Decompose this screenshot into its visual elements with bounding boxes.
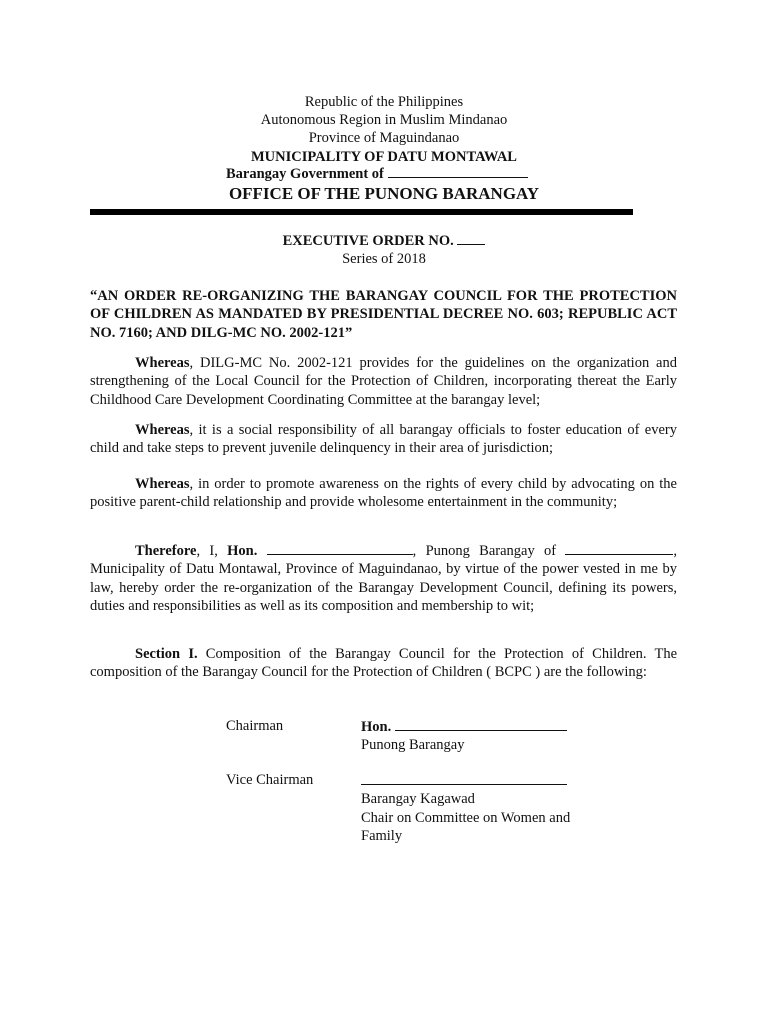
punong-barangay-name-blank (267, 553, 413, 555)
header-republic: Republic of the Philippines (304, 94, 464, 110)
order-title: “AN ORDER RE-ORGANIZING THE BARANGAY COUNCIL FOR THE PROTECTION OF CHILDREN AS MANDATED BY PRESIDENTIAL DECREE NO. 603; REPUBLIC ACT NO. 7160; AND DILG-MC NO. 2002-121” (90, 288, 677, 341)
order-number-blank (457, 243, 485, 245)
therefore-paragraph (90, 542, 677, 615)
therefore-lead: Therefore (135, 543, 197, 559)
order-series: Series of 2018 (342, 251, 426, 267)
section-lead: Section I. (135, 646, 198, 662)
whereas-paragraph-1 (90, 354, 677, 409)
therefore-rest: , Municipality of Datu Montawal, Province of Maguindanao, by virtue of the power vested in me by law, hereby order the re-organization of the Barangay Development Council, defining its powers, duties and responsibilities as well as its composition and membership to wit; (90, 543, 678, 614)
chairman-name-blank (395, 729, 567, 731)
header-barangay-government (226, 166, 528, 183)
whereas-lead: Whereas (135, 476, 190, 492)
whereas-lead: Whereas (135, 422, 190, 438)
header-divider (90, 209, 633, 215)
therefore-i: , I, (196, 543, 218, 559)
chairman-hon: Hon. (361, 719, 392, 735)
chairman-signature-block (361, 718, 567, 755)
chairman-title: Punong Barangay (361, 737, 465, 754)
vice-chairman-label: Vice Chairman (226, 772, 314, 788)
vice-chairman-title-2: Chair on Committee on Women and (361, 809, 571, 826)
section-text: Composition of the Barangay Council for the Protection of Children. The composition of the Barangay Council for the Protection of Children ( BCPC ) are the following: (90, 646, 677, 681)
header-office: OFFICE OF THE PUNONG BARANGAY (228, 184, 540, 203)
vice-chairman-name-blank (361, 783, 567, 785)
executive-order-number (0, 233, 768, 250)
therefore-hon: Hon. (227, 543, 258, 559)
whereas-paragraph-3 (90, 475, 677, 512)
chairman-label: Chairman (226, 718, 284, 734)
chairman-name-line (361, 718, 567, 736)
header-region: Autonomous Region in Muslim Mindanao (260, 112, 508, 128)
barangay-blank (565, 553, 673, 555)
vice-chairman-title-1: Barangay Kagawad (361, 791, 475, 808)
barangay-name-blank (388, 176, 528, 178)
whereas-paragraph-2 (90, 421, 677, 458)
executive-order-label: EXECUTIVE ORDER NO. (282, 233, 454, 249)
section-one-paragraph (90, 645, 677, 682)
header-province: Province of Maguindanao (308, 130, 460, 146)
whereas-text: , it is a social responsibility of all barangay officials to foster education of every child and take steps to prevent juvenile delinquency in their area of jurisdiction; (90, 422, 677, 457)
whereas-text: , DILG-MC No. 2002-121 provides for the guidelines on the organization and strengthening of the Local Council for the Protection of Children, incorporating thereat the Early Childhood Care Development Coordinating Committee at the barangay level; (90, 355, 677, 408)
whereas-text: , in order to promote awareness on the rights of every child by advocating on the positive parent-child relationship and provide wholesome entertainment in the community; (90, 476, 677, 511)
whereas-lead: Whereas (135, 355, 190, 371)
vice-chairman-signature-block (361, 772, 570, 845)
therefore-mid: , Punong Barangay of (412, 543, 557, 559)
vice-chairman-name-line (361, 772, 570, 790)
barangay-government-label: Barangay Government of (226, 166, 384, 182)
header-municipality: MUNICIPALITY OF DATU MONTAWAL (251, 149, 517, 165)
vice-chairman-title-3: Family (361, 827, 403, 844)
